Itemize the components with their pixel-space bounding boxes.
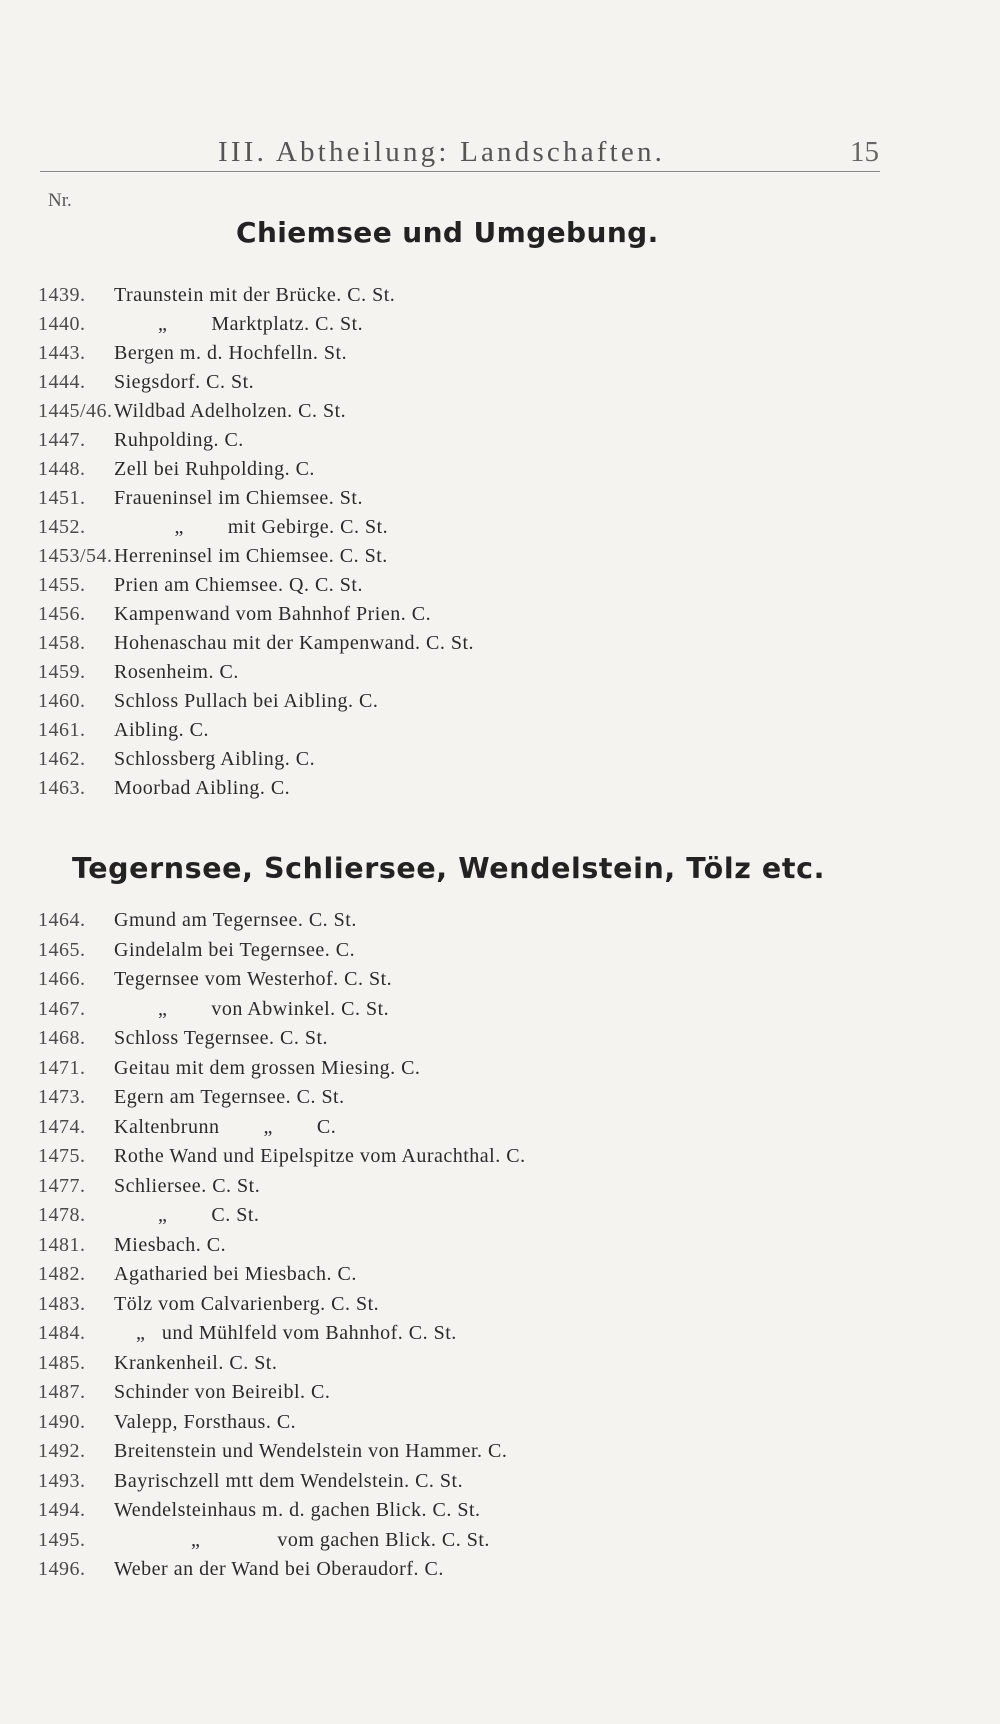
entry-text: Moorbad Aibling. C. xyxy=(114,777,291,799)
entry-text: Agatharied bei Miesbach. C. xyxy=(114,1263,357,1285)
list-item xyxy=(38,426,474,455)
entry-number: 1474. xyxy=(38,1115,86,1138)
entry-number: 1484. xyxy=(38,1322,86,1344)
list-item xyxy=(38,906,526,936)
entry-text: „ C. St. xyxy=(114,1204,260,1226)
entry-text: Aibling. C. xyxy=(114,719,209,741)
entry-number: 1482. xyxy=(38,1263,86,1285)
entry-text: Wendelsteinhaus m. d. gachen Blick. C. St. xyxy=(114,1499,481,1521)
entry-text: Schinder von Beireibl. C. xyxy=(114,1381,331,1403)
entry-number: 1459. xyxy=(38,661,86,683)
entry-text: Fraueninsel im Chiemsee. St. xyxy=(114,487,363,509)
list-item xyxy=(38,1408,526,1438)
list-item xyxy=(38,1349,526,1379)
list-item xyxy=(38,965,526,995)
list-item xyxy=(38,1172,526,1202)
entry-number: 1483. xyxy=(38,1292,86,1315)
list-item xyxy=(38,397,474,426)
list-item xyxy=(38,542,474,571)
list-item xyxy=(38,1437,526,1467)
entry-number: 1495. xyxy=(38,1528,86,1551)
entry-number: 1481. xyxy=(38,1233,86,1256)
list-item xyxy=(38,310,474,339)
entry-text: Kaltenbrunn „ C. xyxy=(114,1115,337,1138)
entry-number: 1478. xyxy=(38,1204,86,1226)
list-item xyxy=(38,571,474,600)
list-item xyxy=(38,1319,526,1349)
list-item xyxy=(38,658,474,687)
list-item xyxy=(38,1526,526,1556)
page-number: 15 xyxy=(850,136,879,168)
entry-list-chiemsee xyxy=(38,281,474,803)
entry-number: 1460. xyxy=(38,690,86,712)
list-item xyxy=(38,1467,526,1497)
entry-text: Miesbach. C. xyxy=(114,1233,227,1256)
list-item xyxy=(38,513,474,542)
entry-number: 1475. xyxy=(38,1145,86,1167)
entry-text: Ruhpolding. C. xyxy=(114,429,244,451)
list-item xyxy=(38,484,474,513)
entry-number: 1456. xyxy=(38,603,86,625)
list-item xyxy=(38,745,474,774)
entry-list-tegernsee xyxy=(38,906,526,1585)
entry-text: „ mit Gebirge. C. St. xyxy=(114,516,389,538)
list-item xyxy=(38,629,474,658)
list-item xyxy=(38,1113,526,1143)
entry-text: Schlossberg Aibling. C. xyxy=(114,748,316,770)
entry-number: 1447. xyxy=(38,429,86,451)
entry-number: 1477. xyxy=(38,1174,86,1197)
entry-number: 1467. xyxy=(38,997,86,1020)
entry-text: Zell bei Ruhpolding. C. xyxy=(114,458,315,480)
list-item xyxy=(38,1378,526,1408)
list-item xyxy=(38,774,474,803)
list-item xyxy=(38,281,474,310)
list-item xyxy=(38,1142,526,1172)
entry-number: 1468. xyxy=(38,1027,86,1049)
entry-text: Prien am Chiemsee. Q. C. St. xyxy=(114,574,363,596)
list-item xyxy=(38,600,474,629)
entry-text: Schloss Tegernsee. C. St. xyxy=(114,1027,329,1049)
entry-text: Traunstein mit der Brücke. C. St. xyxy=(114,284,396,306)
entry-text: Rosenheim. C. xyxy=(114,661,239,683)
column-label-nr: Nr. xyxy=(48,190,72,211)
list-item xyxy=(38,1231,526,1261)
header-rule xyxy=(40,171,880,172)
list-item xyxy=(38,1201,526,1231)
entry-text: Tegernsee vom Westerhof. C. St. xyxy=(114,968,393,990)
entry-number: 1464. xyxy=(38,909,86,931)
entry-number: 1463. xyxy=(38,777,86,799)
list-item xyxy=(38,1024,526,1054)
entry-number: 1493. xyxy=(38,1469,86,1492)
entry-number: 1453/54. xyxy=(38,545,113,567)
list-item xyxy=(38,1555,526,1585)
list-item xyxy=(38,1083,526,1113)
entry-number: 1496. xyxy=(38,1558,86,1580)
entry-number: 1448. xyxy=(38,458,86,480)
list-item xyxy=(38,716,474,745)
entry-number: 1462. xyxy=(38,748,86,770)
entry-number: 1444. xyxy=(38,371,86,393)
entry-number: 1458. xyxy=(38,632,86,654)
entry-text: Breitenstein und Wendelstein von Hammer. C. xyxy=(114,1440,508,1462)
entry-text: „ vom gachen Blick. C. St. xyxy=(114,1528,490,1551)
entry-text: Herreninsel im Chiemsee. C. St. xyxy=(114,545,388,567)
list-item xyxy=(38,687,474,716)
entry-text: Bergen m. d. Hochfelln. St. xyxy=(114,342,348,364)
entry-text: Schliersee. C. St. xyxy=(114,1174,261,1197)
list-item xyxy=(38,339,474,368)
entry-text: Wildbad Adelholzen. C. St. xyxy=(114,400,347,422)
list-item xyxy=(38,368,474,397)
list-item xyxy=(38,455,474,484)
entry-text: Gmund am Tegernsee. C. St. xyxy=(114,909,357,931)
entry-number: 1455. xyxy=(38,574,86,596)
section-heading-chiemsee: Chiemsee und Umgebung. xyxy=(236,216,659,249)
entry-text: Gindelalm bei Tegernsee. C. xyxy=(114,938,356,961)
entry-number: 1440. xyxy=(38,313,86,335)
entry-text: Tölz vom Calvarienberg. C. St. xyxy=(114,1292,380,1315)
entry-number: 1461. xyxy=(38,719,86,741)
list-item xyxy=(38,995,526,1025)
entry-text: „ Marktplatz. C. St. xyxy=(114,313,364,335)
entry-text: Rothe Wand und Eipelspitze vom Aurachthal. C. xyxy=(114,1145,526,1167)
list-item xyxy=(38,1496,526,1526)
entry-number: 1445/46. xyxy=(38,400,113,422)
entry-number: 1492. xyxy=(38,1440,86,1462)
entry-text: Kampenwand vom Bahnhof Prien. C. xyxy=(114,603,432,625)
entry-text: Valepp, Forsthaus. C. xyxy=(114,1410,297,1433)
entry-number: 1465. xyxy=(38,938,86,961)
entry-number: 1471. xyxy=(38,1056,86,1079)
entry-text: „ und Mühlfeld vom Bahnhof. C. St. xyxy=(114,1322,457,1344)
entry-text: Schloss Pullach bei Aibling. C. xyxy=(114,690,379,712)
entry-number: 1473. xyxy=(38,1086,86,1108)
entry-text: Weber an der Wand bei Oberaudorf. C. xyxy=(114,1558,444,1580)
entry-number: 1487. xyxy=(38,1381,86,1403)
list-item xyxy=(38,1290,526,1320)
entry-number: 1443. xyxy=(38,342,86,364)
entry-text: Krankenheil. C. St. xyxy=(114,1351,278,1374)
entry-number: 1439. xyxy=(38,284,86,306)
entry-number: 1451. xyxy=(38,487,86,509)
running-title: III. Abtheilung: Landschaften. xyxy=(218,136,666,168)
entry-number: 1494. xyxy=(38,1499,86,1521)
entry-text: Hohenaschau mit der Kampenwand. C. St. xyxy=(114,632,475,654)
list-item xyxy=(38,1054,526,1084)
entry-text: Siegsdorf. C. St. xyxy=(114,371,255,393)
entry-number: 1490. xyxy=(38,1410,86,1433)
entry-number: 1452. xyxy=(38,516,86,538)
entry-number: 1466. xyxy=(38,968,86,990)
entry-text: „ von Abwinkel. C. St. xyxy=(114,997,390,1020)
entry-text: Geitau mit dem grossen Miesing. C. xyxy=(114,1056,421,1079)
list-item xyxy=(38,936,526,966)
entry-text: Egern am Tegernsee. C. St. xyxy=(114,1086,345,1108)
entry-number: 1485. xyxy=(38,1351,86,1374)
section-heading-tegernsee: Tegernsee, Schliersee, Wendelstein, Tölz etc. xyxy=(72,852,825,885)
entry-text: Bayrischzell mtt dem Wendelstein. C. St. xyxy=(114,1469,464,1492)
list-item xyxy=(38,1260,526,1290)
